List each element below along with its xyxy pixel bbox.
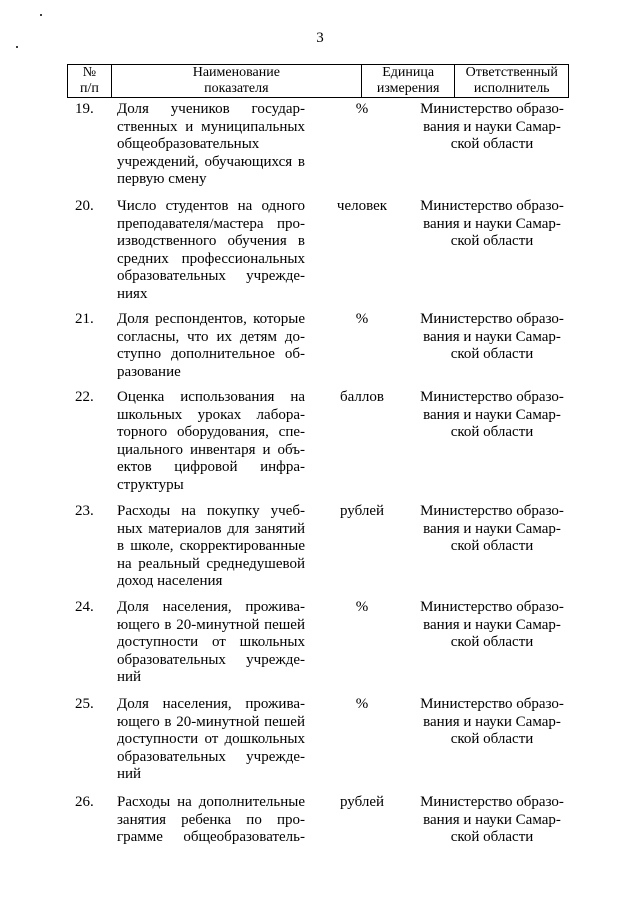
responsible-line: вания и науки Самар- <box>423 811 561 828</box>
indicator-name-line: Оценка использования на <box>117 389 305 405</box>
header-resp-line1: Ответственный <box>465 65 558 80</box>
indicator-name-line: доход населения <box>117 573 223 589</box>
header-name-line2: показателя <box>204 81 269 96</box>
indicator-name <box>117 311 305 381</box>
indicator-name-line: средних профессиональных <box>117 250 305 267</box>
indicator-name-line: ниях <box>117 285 148 302</box>
indicator-name-line: ных материалов для занятий <box>117 520 305 537</box>
row-number: 25. <box>75 696 94 712</box>
row-number: 24. <box>75 599 94 615</box>
header-name-line1: Наименование <box>192 65 280 80</box>
indicator-name-line: занятия ребенка по про- <box>117 811 305 828</box>
responsible-line: вания и науки Самар- <box>423 713 561 730</box>
indicator-name-line: школьных уроках лабора- <box>117 406 305 423</box>
responsible-executor <box>417 503 567 556</box>
indicator-name <box>117 696 305 784</box>
responsible-executor <box>417 599 567 652</box>
responsible-line: вания и науки Самар- <box>423 520 561 537</box>
unit-of-measure: человек <box>336 198 388 214</box>
responsible-executor <box>417 198 567 251</box>
responsible-line: вания и науки Самар- <box>423 215 561 232</box>
indicator-name-line: изводственного обучения в <box>117 233 305 249</box>
header-num <box>68 65 112 97</box>
unit-of-measure: рублей <box>339 503 385 519</box>
responsible-line: Министерство образо- <box>420 311 564 327</box>
indicator-name-line: Доля населения, прожива- <box>117 599 305 615</box>
indicator-name <box>117 101 305 189</box>
unit-of-measure: % <box>355 696 369 712</box>
indicator-name-line: разование <box>117 363 181 380</box>
responsible-line: Министерство образо- <box>420 503 564 519</box>
indicator-name-line: согласны, что их детям до- <box>117 328 305 345</box>
responsible-line: Министерство образо- <box>420 101 564 117</box>
indicator-name-line: ний <box>117 669 142 685</box>
indicator-name-line: образовательных учрежде- <box>117 748 305 765</box>
indicator-name-line: доступности от школьных <box>117 634 305 650</box>
indicator-name-line: первую смену <box>117 171 207 187</box>
indicator-name-line: доступности от дошкольных <box>117 731 305 747</box>
indicator-name <box>117 198 305 303</box>
header-name <box>112 65 362 97</box>
scan-speck <box>40 14 42 16</box>
responsible-line: ской области <box>450 424 534 440</box>
responsible-executor <box>417 101 567 154</box>
responsible-line: ской области <box>450 731 534 747</box>
indicator-name-line: ющего в 20-минутной пешей <box>117 616 305 633</box>
responsible-line: ской области <box>450 136 534 152</box>
indicator-name-line: Доля учеников государ- <box>117 101 305 117</box>
indicator-name-line: Расходы на дополнительные <box>117 794 305 810</box>
header-unit <box>362 65 456 97</box>
page-number: 3 <box>316 30 324 46</box>
row-number: 21. <box>75 311 94 327</box>
responsible-line: ской области <box>450 538 534 554</box>
responsible-executor <box>417 696 567 749</box>
indicator-name-line: образовательных учрежде- <box>117 268 305 284</box>
indicator-name-line: структуры <box>117 476 184 493</box>
responsible-line: Министерство образо- <box>420 696 564 712</box>
row-number: 19. <box>75 101 94 117</box>
unit-of-measure: % <box>355 311 369 327</box>
indicator-name-line: Доля респондентов, которые <box>117 311 305 327</box>
header-num-line1: № <box>82 65 97 80</box>
responsible-line: вания и науки Самар- <box>423 406 561 423</box>
indicator-name <box>117 389 305 494</box>
indicator-name-line: Число студентов на одного <box>117 198 305 214</box>
unit-of-measure: % <box>355 101 369 117</box>
indicator-name-line: в школе, скорректированные <box>117 538 305 554</box>
indicator-name <box>117 599 305 687</box>
row-number: 23. <box>75 503 94 519</box>
table-header <box>67 64 569 98</box>
responsible-line: Министерство образо- <box>420 599 564 615</box>
responsible-line: ской области <box>450 346 534 362</box>
header-responsible <box>455 65 568 97</box>
responsible-line: ской области <box>450 233 534 249</box>
unit-of-measure: баллов <box>340 389 384 405</box>
responsible-line: Министерство образо- <box>420 794 564 810</box>
header-resp-line2: исполнитель <box>473 81 550 96</box>
indicator-name <box>117 503 305 591</box>
indicator-name-line: циального инвентаря и объ- <box>117 441 305 458</box>
responsible-line: вания и науки Самар- <box>423 328 561 345</box>
row-number: 26. <box>75 794 94 810</box>
indicator-name-line: ектов цифровой инфра- <box>117 459 305 475</box>
indicator-name <box>117 794 305 847</box>
responsible-line: ской области <box>450 634 534 650</box>
responsible-executor <box>417 311 567 364</box>
responsible-executor <box>417 389 567 442</box>
responsible-line: вания и науки Самар- <box>423 616 561 633</box>
responsible-line: ской области <box>450 829 534 845</box>
indicator-name-line: преподавателя/мастера про- <box>117 215 305 232</box>
row-number: 22. <box>75 389 94 405</box>
responsible-line: Министерство образо- <box>420 198 564 214</box>
indicator-name-line: Расходы на покупку учеб- <box>117 503 305 519</box>
indicator-name-line: образовательных учрежде- <box>117 651 305 668</box>
indicator-name-line: ступно дополнительное об- <box>117 346 305 362</box>
unit-of-measure: рублей <box>339 794 385 810</box>
header-unit-line2: измерения <box>376 81 440 96</box>
indicator-name-line: Доля населения, прожива- <box>117 696 305 712</box>
scan-speck <box>16 46 18 48</box>
header-unit-line1: Единица <box>382 65 435 80</box>
indicator-name-line: ственных и муниципальных <box>117 118 305 135</box>
row-number: 20. <box>75 198 94 214</box>
indicator-name-line: на реальный среднедушевой <box>117 555 305 572</box>
indicator-name-line: грамме общеобразователь- <box>117 829 305 845</box>
indicator-name-line: общеобразовательных <box>117 136 260 152</box>
indicator-name-line: учреждений, обучающихся в <box>117 153 305 170</box>
responsible-line: Министерство образо- <box>420 389 564 405</box>
unit-of-measure: % <box>355 599 369 615</box>
indicator-name-line: ющего в 20-минутной пешей <box>117 713 305 730</box>
responsible-executor <box>417 794 567 847</box>
responsible-line: вания и науки Самар- <box>423 118 561 135</box>
indicator-name-line: торного оборудования, спе- <box>117 424 305 440</box>
header-num-line2: п/п <box>79 81 99 96</box>
indicator-name-line: ний <box>117 766 142 782</box>
